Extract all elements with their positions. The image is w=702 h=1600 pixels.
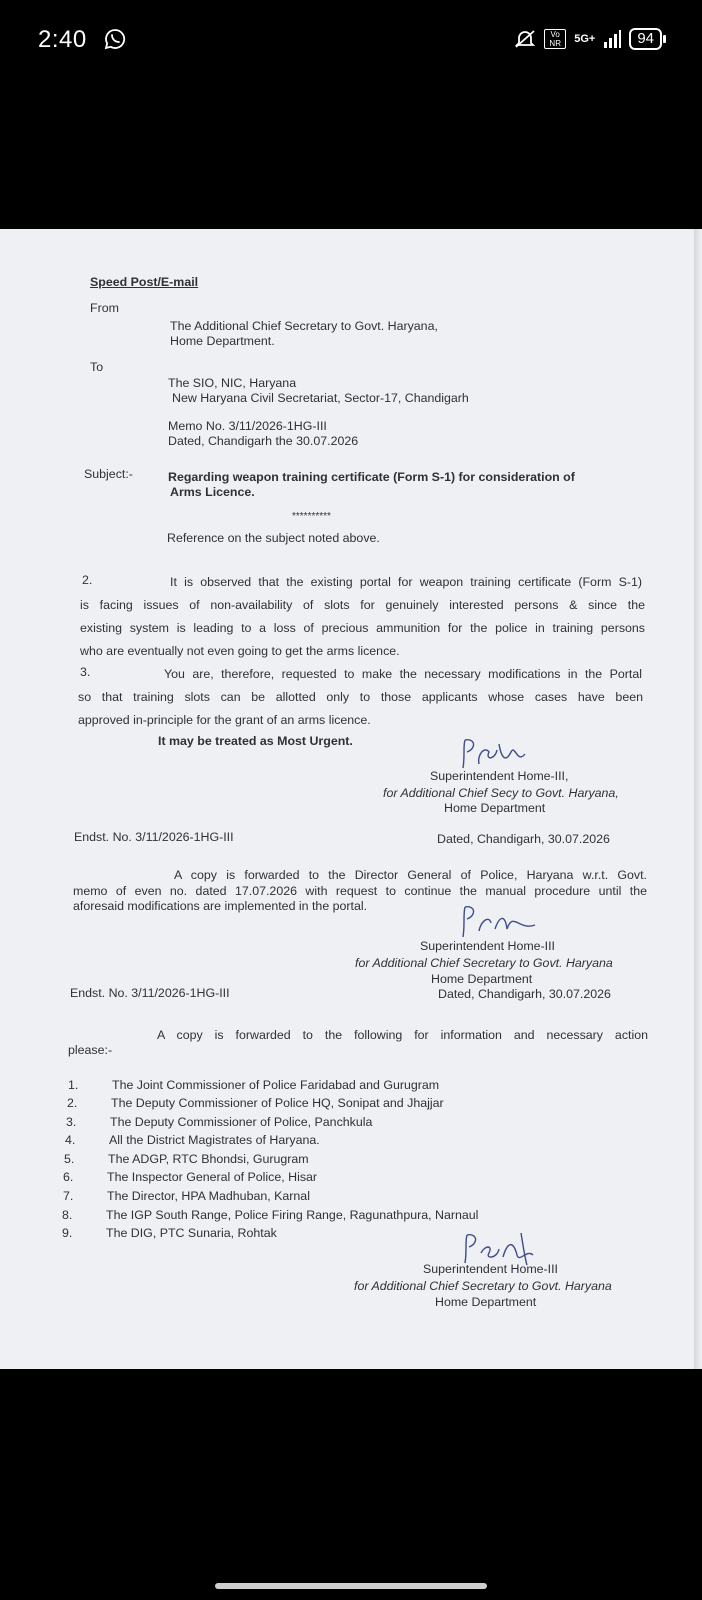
copy-1-line-2: memo of even no. dated 17.07.2026 with request to continue the manual procedure until the (73, 884, 647, 898)
para-2-line-2: is facing issues of non-availability of slots for genuinely interested persons & since the (80, 598, 645, 612)
copy-1-line-1: A copy is forwarded to the Director General of Police, Haryana w.r.t. Govt. (174, 868, 647, 882)
list-item: The Deputy Commissioner of Police, Panchkula (110, 1115, 373, 1129)
to-label: To (90, 360, 104, 374)
endorsement-2-number: Endst. No. 3/11/2026-1HG-III (70, 986, 230, 1000)
list-item-number: 6. (63, 1170, 74, 1184)
signature-2 (455, 901, 565, 943)
list-item: The Deputy Commissioner of Police HQ, Sonipat and Jhajjar (111, 1096, 444, 1110)
para-3-line-3: approved in-principle for the grant of an arms licence. (78, 713, 371, 727)
endorsement-1-date: Dated, Chandigarh, 30.07.2026 (437, 832, 610, 846)
para-2-number: 2. (82, 573, 93, 587)
document-photo (0, 229, 702, 1369)
list-item-number: 7. (63, 1189, 74, 1203)
list-item-number: 1. (68, 1078, 79, 1092)
home-gesture-handle[interactable] (215, 1583, 487, 1589)
list-item: The DIG, PTC Sunaria, Rohtak (106, 1226, 277, 1240)
endorsement-1-number: Endst. No. 3/11/2026-1HG-III (74, 830, 234, 844)
para-2-line-1: It is observed that the existing portal for weapon training certificate (Form S-1) (170, 575, 642, 589)
list-item: The Joint Commissioner of Police Faridabad and Gurugram (112, 1078, 440, 1092)
signature-3-dept: Home Department (435, 1295, 537, 1309)
signature-1-for: for Additional Chief Secy to Govt. Haryana, (383, 786, 619, 800)
subject-line-1: Regarding weapon training certificate (Form S-1) for consideration of (168, 470, 575, 484)
para-2-line-4: who are eventually not even going to get the arms licence. (80, 644, 400, 658)
status-bar (0, 0, 702, 84)
signal-icon (603, 30, 621, 48)
list-item: The ADGP, RTC Bhondsi, Gurugram (108, 1152, 309, 1166)
para-3-line-1: You are, therefore, requested to make the necessary modifications in the Portal (164, 667, 642, 681)
reference-line: Reference on the subject noted above. (167, 531, 380, 545)
subject-line-2: Arms Licence. (170, 485, 255, 499)
para-3-line-2: so that training slots can be allotted only to those applicants whose cases have been (78, 690, 643, 704)
para-2-line-3: existing system is leading to a loss of precious ammunition for the police in training persons (80, 621, 645, 635)
status-time: 2:40 (38, 26, 87, 53)
signature-3-title: Superintendent Home-III (423, 1262, 558, 1276)
memo-number: Memo No. 3/11/2026-1HG-III (168, 419, 327, 433)
list-item-number: 9. (62, 1226, 73, 1240)
signature-2-title: Superintendent Home-III (420, 939, 555, 953)
para-3-number: 3. (80, 665, 91, 679)
whatsapp-icon (104, 28, 126, 50)
list-item: The IGP South Range, Police Firing Range, Ragunathpura, Narnaul (106, 1208, 479, 1222)
signature-2-for: for Additional Chief Secretary to Govt. Haryana (355, 956, 613, 970)
list-item: The Inspector General of Police, Hisar (107, 1170, 318, 1184)
navigation-bar (0, 1369, 702, 1600)
signature-2-dept: Home Department (431, 972, 533, 986)
list-item-number: 2. (67, 1096, 78, 1110)
urgent-note: It may be treated as Most Urgent. (158, 734, 353, 748)
to-line-2: New Haryana Civil Secretariat, Sector-17, Chandigarh (172, 391, 469, 405)
to-line-1: The SIO, NIC, Haryana (168, 376, 297, 390)
copy-2-line-2: please:- (68, 1043, 113, 1057)
list-item-number: 3. (66, 1115, 77, 1129)
network-type: 5G+ (574, 33, 596, 45)
volte-badge: Vo NR (544, 29, 566, 49)
list-item-number: 4. (65, 1133, 76, 1147)
from-line-2: Home Department. (170, 334, 275, 348)
from-line-1: The Additional Chief Secretary to Govt. Haryana, (170, 319, 438, 333)
mute-icon (514, 29, 536, 49)
copy-2-line-1: A copy is forwarded to the following for information and necessary action (157, 1028, 648, 1042)
list-item-number: 8. (62, 1208, 73, 1222)
battery-indicator: 94 (629, 28, 662, 50)
subject-label: Subject:- (84, 467, 133, 481)
copy-1-line-3: aforesaid modifications are implemented in the portal. (73, 899, 368, 913)
endorsement-2-date: Dated, Chandigarh, 30.07.2026 (438, 987, 611, 1001)
from-label: From (90, 301, 119, 315)
separator-stars: ********** (292, 511, 331, 522)
signature-3-for: for Additional Chief Secretary to Govt. Haryana (354, 1279, 612, 1293)
signature-1-dept: Home Department (444, 801, 546, 815)
list-item: All the District Magistrates of Haryana. (109, 1133, 320, 1147)
list-item-number: 5. (64, 1152, 75, 1166)
doc-header: Speed Post/E-mail (90, 275, 199, 289)
signature-1-title: Superintendent Home-III, (430, 769, 569, 783)
status-icons (514, 28, 662, 50)
memo-date: Dated, Chandigarh the 30.07.2026 (168, 434, 359, 448)
list-item: The Director, HPA Madhuban, Karnal (107, 1189, 310, 1203)
